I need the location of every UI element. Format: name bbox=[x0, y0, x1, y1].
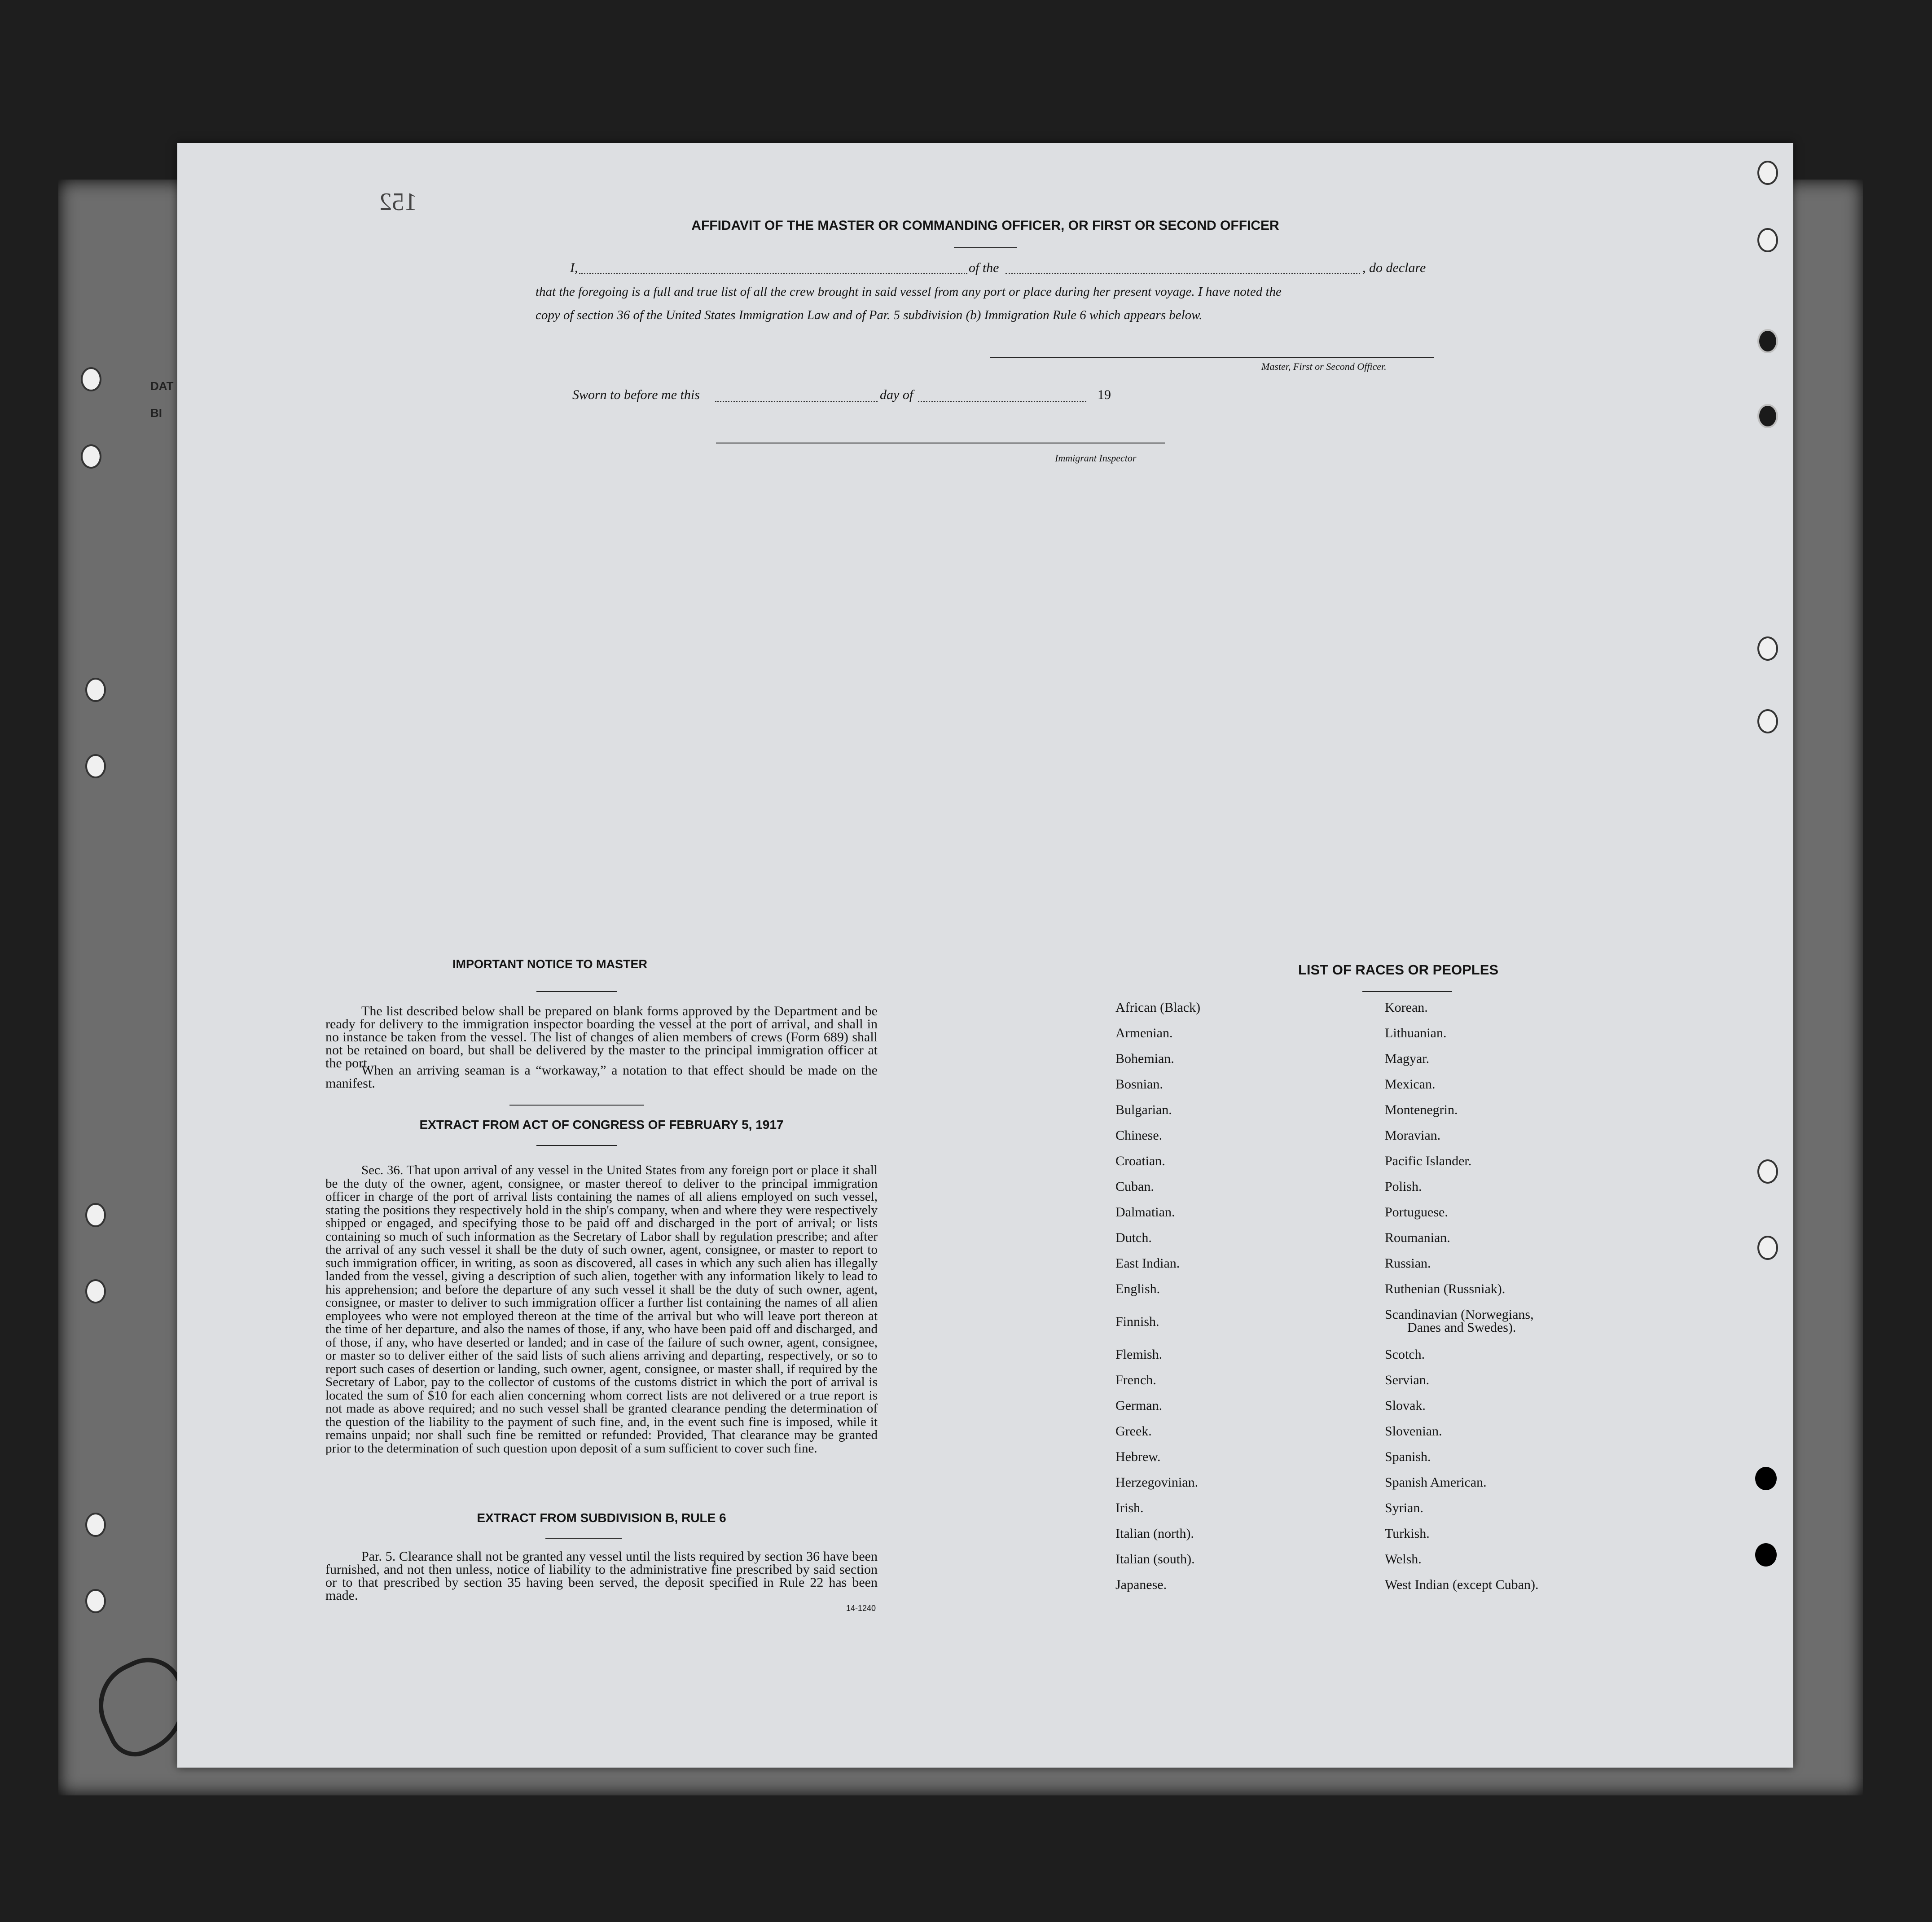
race-item: Welsh. bbox=[1385, 1552, 1422, 1567]
binder-hole bbox=[1757, 228, 1778, 252]
notice-title: IMPORTANT NOTICE TO MASTER bbox=[452, 957, 647, 971]
race-item: Cuban. bbox=[1115, 1179, 1154, 1194]
name-blank[interactable] bbox=[579, 273, 967, 274]
affidavit-of-the: of the bbox=[969, 260, 999, 275]
back-label-bi: BI bbox=[150, 406, 162, 420]
race-item: West Indian (except Cuban). bbox=[1385, 1577, 1539, 1592]
sworn-month-blank[interactable] bbox=[918, 401, 1086, 402]
race-item: Polish. bbox=[1385, 1179, 1422, 1194]
race-item: Armenian. bbox=[1115, 1026, 1173, 1040]
master-signature-line[interactable] bbox=[990, 357, 1434, 358]
race-item: Hebrew. bbox=[1115, 1449, 1161, 1464]
race-item: Flemish. bbox=[1115, 1347, 1163, 1362]
race-item: Lithuanian. bbox=[1385, 1026, 1447, 1040]
race-item: Herzegovinian. bbox=[1115, 1475, 1199, 1490]
sworn-day-blank[interactable] bbox=[715, 401, 878, 402]
binder-hole bbox=[85, 1279, 106, 1303]
race-item: Montenegrin. bbox=[1385, 1102, 1458, 1117]
binder-hole bbox=[85, 754, 106, 778]
affidavit-i: I, bbox=[570, 260, 578, 275]
race-item: Bosnian. bbox=[1115, 1077, 1163, 1092]
back-label-date: DAT bbox=[150, 379, 174, 393]
races-rule bbox=[1362, 991, 1452, 992]
race-item: Syrian. bbox=[1385, 1501, 1423, 1515]
affidavit-line-3: copy of section 36 of the United States Immigration Law and of Par. 5 subdivision (b) Immigration Rule 6 which appears below. bbox=[536, 308, 1203, 322]
sworn-day-of: day of bbox=[880, 387, 913, 402]
race-item: Italian (north). bbox=[1115, 1526, 1194, 1541]
race-item-continued: Danes and Swedes). bbox=[1407, 1320, 1516, 1335]
race-item: Irish. bbox=[1115, 1501, 1144, 1515]
act-title: EXTRACT FROM ACT OF CONGRESS OF FEBRUARY 5, 1917 bbox=[419, 1118, 784, 1132]
race-item: Scotch. bbox=[1385, 1347, 1425, 1362]
race-item: Spanish. bbox=[1385, 1449, 1431, 1464]
race-item: African (Black) bbox=[1115, 1000, 1201, 1015]
act-text: Sec. 36. That upon arrival of any vessel in the United States from any foreign port or place it shall be the duty of the owner, agent, consignee, or master thereof to deliver to the principal immigration officer in charge of the port of arrival lists containing the names of all aliens employed on such vessel, stating the positions they respectively hold in the ship's company, when and where they were respectively shipped or engaged, and specifying those to be paid off and discharged in the port of arrival; or lists containing so much of such information as the Secretary of Labor shall by regulation prescribe; and after the arrival of any such vessel it shall be the duty of such owner, agent, consignee, or master to report to such immigration officer, in writing, as soon as discovered, all cases in which any such alien has illegally landed from the vessel, giving a description of such alien, together with any information likely to lead to his apprehension; and before the departure of any such vessel it shall be the duty of such owner, agent, consignee, or master to deliver to such immigration officer a further list containing the names of all alien employees who were not employed thereon at the time of the arrival but who will leave port thereon at the time of her departure, and also the names of those, if any, who have been paid off and discharged, and of those, if any, who have deserted or landed; and in case of the failure of such owner, agent, consignee, or master so to deliver either of the said lists of such aliens arriving and departing, respectively, or so to report such cases of desertion or landing, such owner, agent, consignee, or master shall, if required by the Secretary of Labor, pay to the collector of customs of the customs district in which the port of arrival is located the sum of $10 for each alien concerning whom correct lists are not delivered or a true report is not made as above required; and no such vessel shall be granted clearance pending the determination of the question of the liability to the payment of such fine, and, in the event such fine is imposed, while it remains unpaid; nor shall such fine be remitted or refunded: Provided, That clearance may be granted prior to the determination of such question upon deposit of a sum sufficient to cover such fine. bbox=[325, 1163, 878, 1456]
race-item: Servian. bbox=[1385, 1373, 1430, 1387]
sworn-year: 19 bbox=[1098, 387, 1111, 402]
binder-hole bbox=[85, 678, 106, 702]
binder-hole bbox=[1757, 161, 1778, 185]
race-item: Magyar. bbox=[1385, 1051, 1430, 1066]
binder-hole bbox=[1757, 1159, 1778, 1184]
binder-hole bbox=[81, 367, 101, 391]
binder-hole bbox=[85, 1203, 106, 1227]
form-number: 14-1240 bbox=[846, 1604, 876, 1613]
title-rule bbox=[954, 247, 1017, 248]
affidavit-line-2: that the foregoing is a full and true list of all the crew brought in said vessel from any port or place during her present voyage. I have noted the bbox=[536, 285, 1282, 299]
notice-paragraph-1: The list described below shall be prepared on blank forms approved by the Department and be ready for delivery to the immigration inspector boarding the vessel at the port of arrival, and shall in no instance be taken from the vessel. The list of changes of alien members of crews (Form 689) shall not be retained on board, but shall be delivered by the master to the principal immigration officer at the port. bbox=[325, 1004, 878, 1071]
master-signature-label: Master, First or Second Officer. bbox=[1261, 361, 1387, 372]
binder-hole bbox=[1755, 1543, 1777, 1567]
binder-hole bbox=[81, 444, 101, 469]
race-item: Moravian. bbox=[1385, 1128, 1441, 1143]
race-item: Croatian. bbox=[1115, 1154, 1165, 1168]
affidavit-title: AFFIDAVIT OF THE MASTER OR COMMANDING OFFICER, OR FIRST OR SECOND OFFICER bbox=[691, 218, 1279, 233]
race-item: Ruthenian (Russniak). bbox=[1385, 1281, 1506, 1296]
race-item: Dalmatian. bbox=[1115, 1205, 1175, 1220]
race-item: Bohemian. bbox=[1115, 1051, 1174, 1066]
rule-text: Par. 5. Clearance shall not be granted any vessel until the lists required by section 36 have been furnished, and not then unless, notice of liability to the administrative fine prescribed by said section or to that prescribed by section 35 having been served, the deposit specified in Rule 22 has been made. bbox=[325, 1549, 878, 1603]
binder-hole bbox=[1757, 709, 1778, 733]
sworn-label: Sworn to before me this bbox=[572, 387, 700, 402]
notice-paragraph-2: When an arriving seaman is a “workaway,” a notation to that effect should be made on the manifest. bbox=[325, 1063, 878, 1091]
race-item: East Indian. bbox=[1115, 1256, 1180, 1271]
race-item: German. bbox=[1115, 1398, 1163, 1413]
race-item: Slovenian. bbox=[1385, 1424, 1442, 1439]
notice-rule bbox=[536, 991, 617, 992]
page-number: 152 bbox=[379, 188, 417, 216]
manifest-sheet bbox=[177, 143, 1793, 1768]
vessel-blank[interactable] bbox=[1006, 273, 1360, 274]
race-item: French. bbox=[1115, 1373, 1156, 1387]
race-item: Pacific Islander. bbox=[1385, 1154, 1472, 1168]
rule-title: EXTRACT FROM SUBDIVISION B, RULE 6 bbox=[477, 1511, 726, 1525]
race-item: Russian. bbox=[1385, 1256, 1431, 1271]
act-rule bbox=[536, 1145, 617, 1146]
race-item: Roumanian. bbox=[1385, 1230, 1450, 1245]
race-item: Dutch. bbox=[1115, 1230, 1152, 1245]
race-item: Spanish American. bbox=[1385, 1475, 1487, 1490]
race-item: English. bbox=[1115, 1281, 1160, 1296]
race-item: Italian (south). bbox=[1115, 1552, 1195, 1567]
race-item: Korean. bbox=[1385, 1000, 1428, 1015]
act-top-rule bbox=[509, 1105, 644, 1106]
race-item: Japanese. bbox=[1115, 1577, 1167, 1592]
race-item: Finnish. bbox=[1115, 1314, 1159, 1329]
binder-hole bbox=[1757, 404, 1778, 428]
race-item: Greek. bbox=[1115, 1424, 1152, 1439]
rule-rule bbox=[545, 1538, 622, 1539]
race-item: Scandinavian (Norwegians, bbox=[1385, 1307, 1534, 1322]
race-item: Mexican. bbox=[1385, 1077, 1436, 1092]
binder-hole bbox=[85, 1513, 106, 1537]
race-item: Slovak. bbox=[1385, 1398, 1426, 1413]
races-title: LIST OF RACES OR PEOPLES bbox=[1298, 962, 1499, 978]
binder-hole bbox=[1757, 1236, 1778, 1260]
race-item: Bulgarian. bbox=[1115, 1102, 1172, 1117]
binder-hole bbox=[1757, 636, 1778, 661]
binder-hole bbox=[1755, 1467, 1777, 1490]
affidavit-declare: , do declare bbox=[1362, 260, 1426, 275]
inspector-signature-label: Immigrant Inspector bbox=[1055, 452, 1137, 464]
race-item: Chinese. bbox=[1115, 1128, 1163, 1143]
race-item: Turkish. bbox=[1385, 1526, 1430, 1541]
binder-hole bbox=[85, 1589, 106, 1613]
race-item: Portuguese. bbox=[1385, 1205, 1448, 1220]
binder-hole bbox=[1757, 329, 1778, 353]
